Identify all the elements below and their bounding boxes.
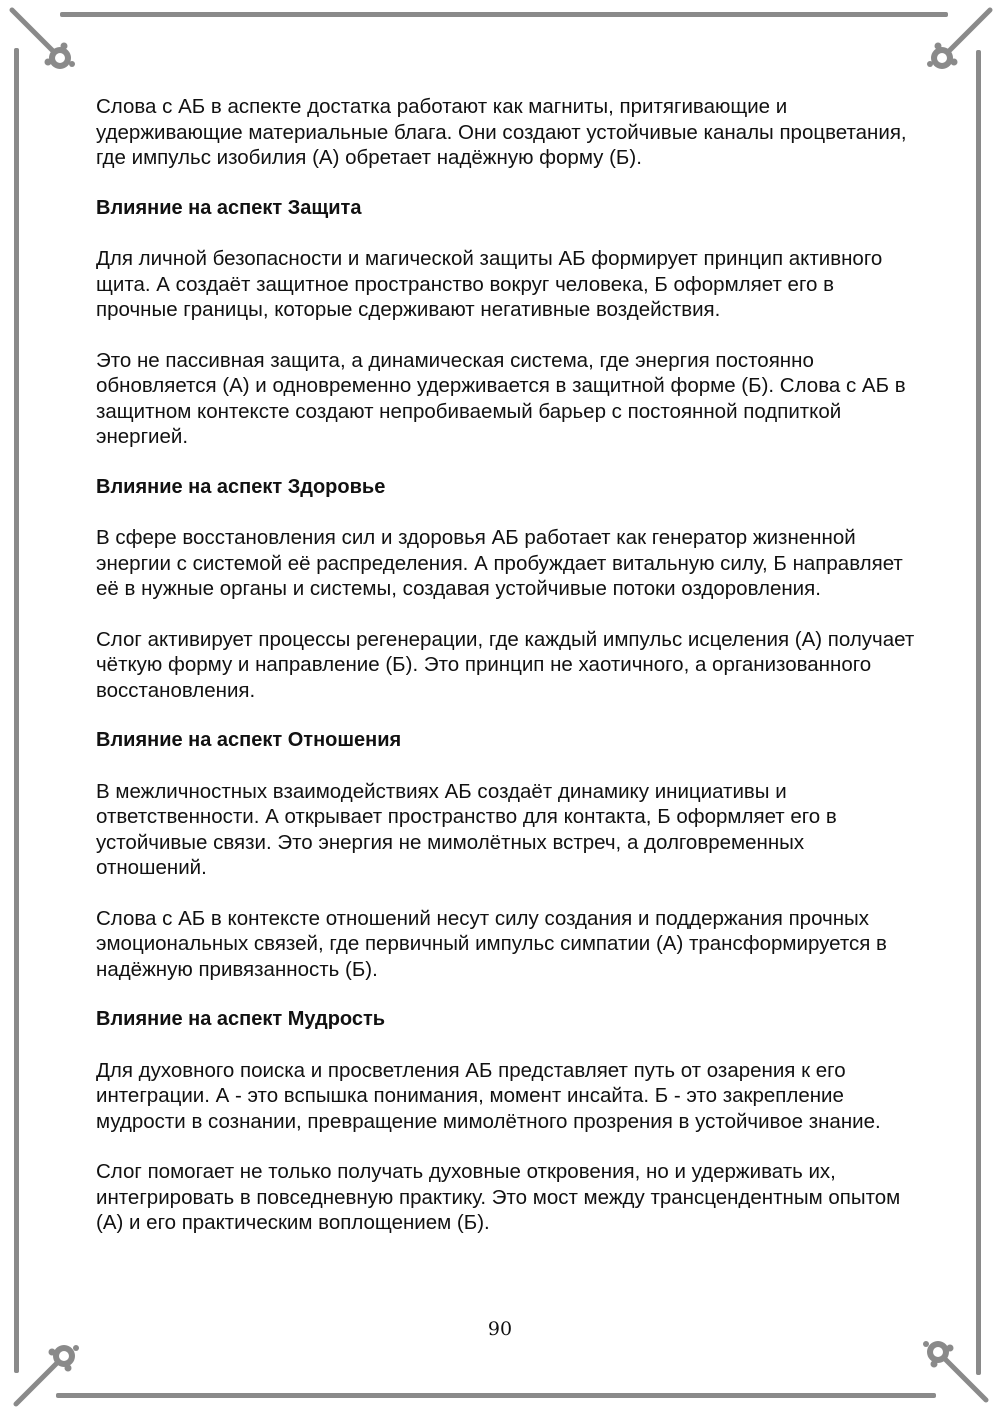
frame-bottom-border <box>56 1393 936 1398</box>
heading-health: Влияние на аспект Здоровье <box>96 475 386 498</box>
paragraph-protection-1: Для личной безопасности и магической защиты АБ формирует принцип активного щита. А создаёт защитное пространство вокруг человека, Б оформляет его в прочные границы, которые сдерживают негативные воздействия. <box>96 247 883 321</box>
paragraph-wealth-summary: Слова с АБ в аспекте достатка работают как магниты, притягивающие и удерживающие материальные блага. Они создают устойчивые каналы процветания, где импульс изобилия (А) обретает надёжную форму (Б). <box>96 95 907 169</box>
heading-protection: Влияние на аспект Защита <box>96 196 362 219</box>
heading-relationships: Влияние на аспект Отношения <box>96 729 402 751</box>
ornate-key-icon <box>922 6 994 78</box>
ornate-key-icon <box>12 1336 84 1408</box>
paragraph-health-2: Слог активирует процессы регенерации, где каждый импульс исцеления (А) получает чёткую форму и направление (Б). Это принцип не хаотичного, а организованного восстановления. <box>96 627 915 702</box>
paragraph-protection-2: Это не пассивная защита, а динамическая система, где энергия постоянно обновляется (А) и одновременно удерживается в защитной форме (Б). Слова с АБ в защитном контексте создают непробиваемый барьер с постоянной подпиткой энергией. <box>96 348 906 448</box>
frame-top-border <box>60 12 948 17</box>
heading-wisdom: Влияние на аспект Мудрость <box>96 1008 386 1030</box>
ornate-key-icon <box>918 1332 990 1404</box>
paragraph-relationships-2: Слова с АБ в контексте отношений несут силу создания и поддержания прочных эмоциональных связей, где первичный импульс симпатии (А) трансформируется в надёжную привязанность (Б). <box>96 906 887 981</box>
frame-right-border <box>976 50 981 1375</box>
paragraph-health-1: В сфере восстановления сил и здоровья АБ работает как генератор жизненной энергии с системой её распределения. А пробуждает витальную силу, Б направляет её в нужные органы и системы, создавая устойчивые потоки оздоровления. <box>96 526 903 600</box>
page-body <box>96 94 916 1261</box>
frame-left-border <box>14 48 19 1373</box>
paragraph-wisdom-2: Слог помогает не только получать духовные откровения, но и удерживать их, интегрировать в повседневную практику. Это мост между трансцендентным опытом (А) и его практическим воплощением (Б). <box>96 1160 901 1234</box>
page-number: 90 <box>487 1318 513 1340</box>
ornate-key-icon <box>8 6 80 78</box>
paragraph-wisdom-1: Для духовного поиска и просветления АБ представляет путь от озарения к его интеграции. А - это вспышка понимания, момент инсайта. Б - это закрепление мудрости в сознании, превращение мимолётного прозрения в устойчивое знание. <box>96 1058 881 1133</box>
paragraph-relationships-1: В межличностных взаимодействиях АБ создаёт динамику инициативы и ответственности. А открывает пространство для контакта, Б оформляет его в устойчивые связи. Это энергия не мимолётных встреч, а долговременных отношений. <box>96 779 837 879</box>
